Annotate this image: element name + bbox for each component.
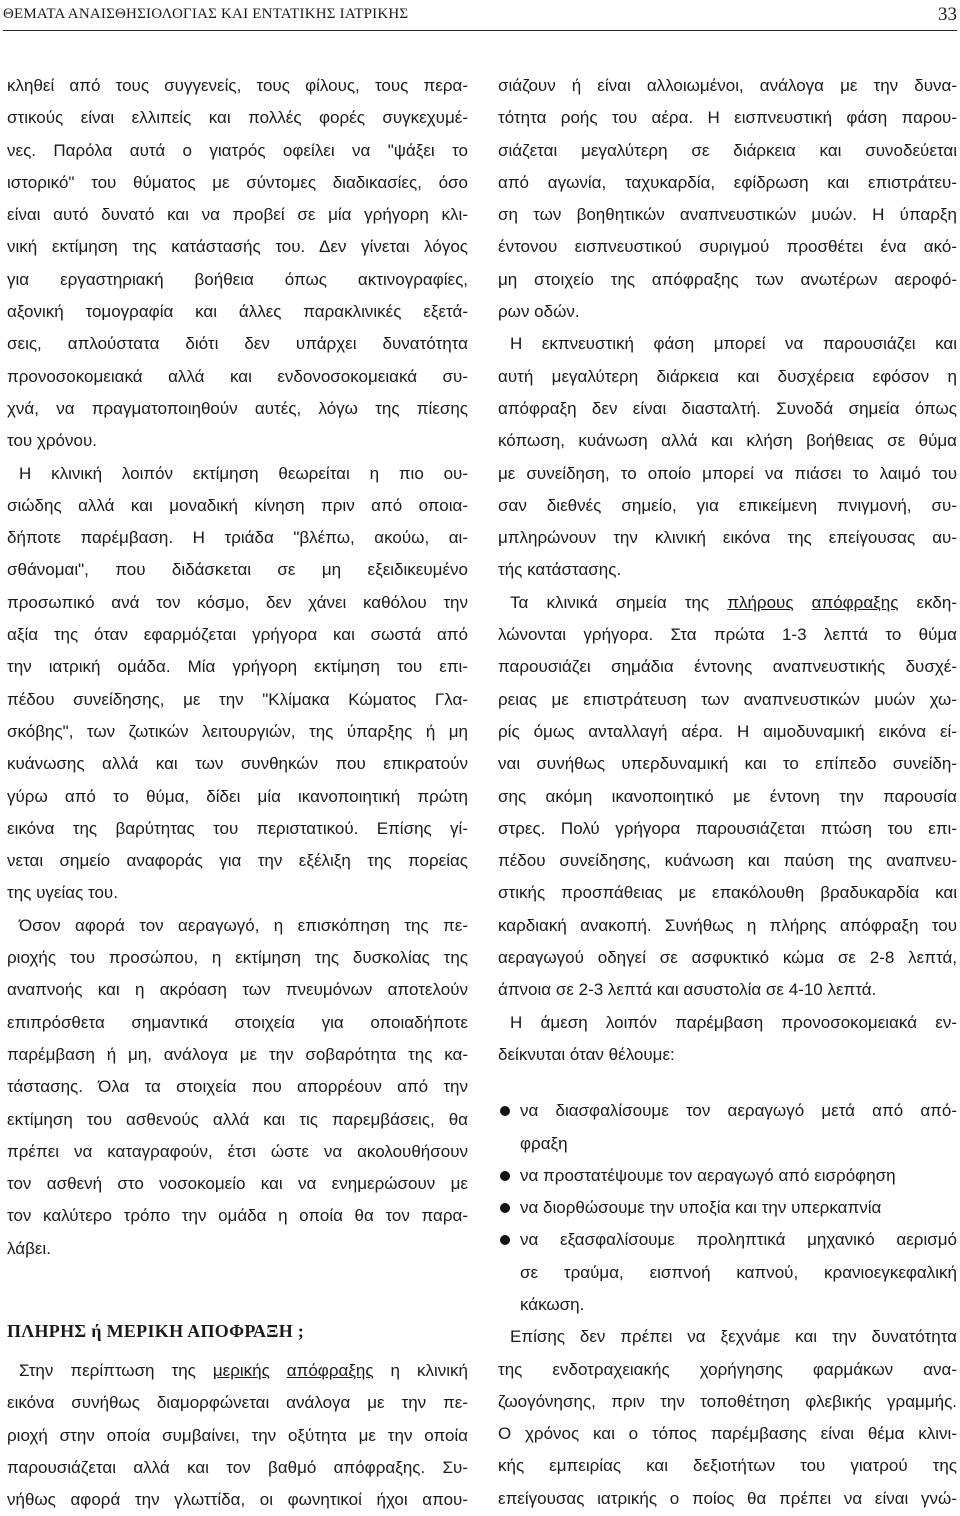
text-line: της υγείας του.: [7, 883, 118, 903]
text-line: εικόνα της βαρύτητας του περιστατικού. Επίσης γί-: [7, 818, 468, 838]
text-line: είναι αυτό δυνατό και να προβεί σε μία γρήγορη κλι-: [7, 205, 468, 225]
text-line: προνοσοκομειακά αλλά και ενδονοσοκομειακά συ-: [7, 366, 468, 386]
text-line: έντονου εισπνευστικού συριγμού προσθέτει ένα ακό-: [498, 237, 957, 257]
text-line: σης ακόμη ικανοποιητικό με έντονη την παρουσία: [498, 786, 957, 806]
text-line: για εργαστηριακή βοήθεια όπως ακτινογραφίες,: [7, 269, 468, 289]
text-line: χνά, να πραγματοποιηθούν αυτές, λόγω της πίεσης: [7, 398, 468, 418]
list-item-text: να εξασφαλίσουμε προληπτικά μηχανικό αερισμό: [520, 1230, 957, 1250]
paragraph-airway: [7, 910, 468, 1265]
text-line: Τα κλινικά σημεία της πλήρους απόφραξης εκδη-: [510, 592, 957, 612]
text-line: σιώδης αλλά και μοναδική κίνηση πριν από οποια-: [7, 495, 468, 515]
text-line: Η εκπνευστική φάση μπορεί να παρουσιάζει και: [510, 334, 957, 354]
text-line: σιάζουν ή είναι αλλοιωμένοι, ανάλογα με την δυνα-: [498, 76, 957, 95]
text-line: ζωογόνησης, πριν την τοποθέτηση φλεβικής γραμμής.: [498, 1391, 957, 1411]
text-line: μπληρώνουν την κλινική εικόνα της επείγουσας αυ-: [498, 528, 957, 548]
text-line: στικούς είναι ελλιπείς και πολλές φορές συγκεχυμέ-: [7, 108, 468, 128]
text-line: κληθεί από τους συγγενείς, τους φίλους, τους περα-: [7, 76, 468, 95]
text-line: τάστασης. Όλα τα στοιχεία που απορρέουν από την: [7, 1077, 468, 1097]
text-line: αξονική τομογραφία και άλλες παρακλινικές εξετά-: [7, 302, 468, 322]
text-line: ρων οδών.: [498, 302, 580, 322]
paragraph-partial-obstruction: [7, 1355, 468, 1516]
right-column: [498, 70, 957, 1515]
page-number: 33: [938, 4, 957, 25]
paragraph-drugs: [498, 1321, 957, 1515]
text-line: Η κλινική λοιπόν εκτίμηση θεωρείται η πιο ου-: [19, 463, 468, 483]
text-line: ιστορικό" του θύματος με σύντομες διαδικασίες, όσο: [7, 172, 468, 192]
indication-list: [498, 1095, 957, 1321]
list-item: [498, 1160, 957, 1192]
text-line: τον ασθενή στο νοσοκομείο και να ενημερώσουν με: [7, 1174, 468, 1194]
text-line: εικόνα συνήθως διαμορφώνεται ανάλογα με την πε-: [7, 1393, 468, 1413]
text-line: σαν διεθνές σημείο, για επικείμενη πνιγμονή, συ-: [498, 495, 957, 515]
text-line: πέδου συνείδησης, κυάνωση και παύση της αναπνευ-: [498, 851, 957, 871]
text-line: παρουσιάζεται αλλά και τον βαθμό απόφραξης. Συ-: [7, 1457, 468, 1477]
text-line: πρέπει να καταγραφούν, έτσι ώστε να ακολουθήσουν: [7, 1141, 468, 1161]
text-line: από αγωνία, ταχυκαρδία, εφίδρωση και επιστράτευ-: [498, 172, 957, 192]
text-line: στικής προσπάθειας με επακόλουθη βραδυκαρδία και: [498, 883, 957, 903]
bullet-icon: [500, 1171, 510, 1181]
text-line: αξία της όταν εφαρμόζεται γρήγορα και σωστά από: [7, 625, 468, 645]
text-line: κυάνωσης αλλά και των συνθηκών που επικρατούν: [7, 754, 468, 774]
text-line: αναπνοής και η ακρόαση των πνευμόνων αποτελούν: [7, 980, 468, 1000]
text-line: Η άμεση λοιπόν παρέμβαση προνοσοκομειακά εν-: [510, 1012, 957, 1032]
bullet-icon: [500, 1235, 510, 1245]
text-line: τον καλύτερο τρόπο την ομάδα η οποία θα τον παρα-: [7, 1206, 468, 1226]
paragraph-complete-obstruction: [498, 587, 957, 1007]
text-line: με συνείδηση, το οποίο μπορεί να πιάσει το λαιμό του: [498, 463, 957, 483]
text-line: του χρόνου.: [7, 431, 97, 451]
text-line: λάβει.: [7, 1238, 51, 1258]
text-line: ρίς όμως ανταλλαγή αέρα. Η αιμοδυναμική εικόνα εί-: [498, 721, 957, 741]
list-item-text: φραξη: [520, 1133, 568, 1153]
text-line: επιπρόσθετα σημαντικά στοιχεία για οποιαδήποτε: [7, 1012, 468, 1032]
text-line: της ενδοτραχειακής χορήγησης φαρμάκων ανα-: [498, 1359, 957, 1379]
section-heading: ΠΛΗΡΗΣ ή ΜΕΡΙΚΗ ΑΠΟΦΡΑΞΗ ;: [7, 1320, 305, 1341]
text-line: Όσον αφορά τον αεραγωγό, η επισκόπηση της πε-: [19, 915, 468, 935]
text-line: γύρω από το θύμα, δίδει μία ικανοποιητική πρώτη: [7, 786, 468, 806]
text-line: αεραγωγού οδηγεί σε ασφυκτικό κώμα σε 2-8 λεπτά,: [498, 948, 957, 968]
text-line: νήθως αφορά την γλωττίδα, οι φωνητικοί ήχοι απου-: [7, 1490, 468, 1510]
text-line: ση των βοηθητικών αναπνευστικών μυών. Η ύπαρξη: [498, 205, 957, 225]
text-line: αυτή μεγαλύτερη διάρκεια και δυσχέρεια εφόσον η: [498, 366, 957, 386]
text-line: πέδου συνείδησης, με την "Κλίμακα Κώματος Γλα-: [7, 689, 468, 709]
list-item: [498, 1224, 957, 1321]
text-line: δείκνυται όταν θέλουμε:: [498, 1044, 675, 1064]
text-line: καρδιακή ανακοπή. Συνήθως η πλήρης απόφραξη του: [498, 915, 957, 935]
list-item-text: κάκωση.: [520, 1294, 585, 1314]
journal-title: ΘΕΜΑΤΑ ΑΝΑΙΣΘΗΣΙΟΛΟΓΙΑΣ ΚΑΙ ΕΝΤΑΤΙΚΗΣ ΙΑΤΡΙΚΗΣ: [3, 6, 409, 22]
paragraph-clinical-assessment: [7, 458, 468, 910]
text-line: ναι συνήθως υπερδυναμική και το επίπεδο συνείδη-: [498, 754, 957, 774]
list-item-text: να διορθώσουμε την υποξία και την υπερκαπνία: [520, 1198, 882, 1218]
text-line: παρουσιάζει σημάδια έντονης αναπνευστικής δυσχέ-: [498, 657, 957, 677]
list-item: [498, 1192, 957, 1224]
left-column: [7, 70, 468, 1516]
text-line: απόφραξη δεν είναι διασταλτή. Συνοδά σημεία όπως: [498, 398, 957, 418]
text-line: νική εκτίμηση της κατάστασής του. Δεν γίνεται λόγος: [7, 237, 468, 257]
text-line: άπνοια σε 2-3 λεπτά και ασυστολία σε 4-10 λεπτά.: [498, 980, 877, 1000]
list-item-text: να διασφαλίσουμε τον αεραγωγό μετά από από-: [520, 1101, 957, 1121]
list-item: [498, 1095, 957, 1160]
text-line: εκτίμηση του ασθενούς αλλά και τις παρεμβάσεις, θα: [7, 1109, 468, 1129]
text-line: σθάνομαι", που διδάσκεται σε μη εξειδικευμένο: [7, 560, 468, 580]
text-line: νες. Παρόλα αυτά ο γιατρός οφείλει να "ψάξει το: [7, 140, 468, 160]
text-line: την ιατρική ομάδα. Μία γρήγορη εκτίμηση του επι-: [7, 657, 468, 677]
text-line: επείγουσας ιατρικής ο ποίος θα πρέπει να είναι γνώ-: [498, 1488, 957, 1508]
paragraph-history: [7, 70, 468, 458]
bullet-icon: [500, 1203, 510, 1213]
text-line: στρες. Πολύ γρήγορα παρουσιάζεται πτώση του επι-: [498, 818, 957, 838]
text-line: κόπωση, κυάνωση αλλά και κλήση βοήθειας σε θύμα: [498, 431, 957, 451]
text-line: ρειας με επιστράτευση των αναπνευστικών μυών χω-: [498, 689, 957, 709]
text-line: Ο χρόνος και ο τόπος παρέμβασης είναι θέμα κλινι-: [498, 1424, 957, 1444]
paragraph-inspiration: [498, 70, 957, 328]
running-header: [3, 4, 957, 31]
text-line: τής κατάστασης.: [498, 560, 622, 580]
text-line: Επίσης δεν πρέπει να ξεχνάμε και την δυνατότητα: [510, 1327, 957, 1347]
text-line: δήποτε παρέμβαση. Η τριάδα "βλέπω, ακούω, αι-: [7, 528, 468, 548]
text-line: σκόβης", των ζωτικών λειτουργιών, της ύπαρξης ή μη: [7, 721, 468, 741]
text-line: σεις, απλούστατα διότι δεν υπάρχει δυνατότητα: [7, 334, 468, 354]
text-line: κής εμπειρίας και δεξιοτήτων του γιατρού της: [498, 1456, 957, 1476]
bullet-icon: [500, 1106, 510, 1116]
text-line: σιάζεται μεγαλύτερη σε διάρκεια και συνοδεύεται: [498, 140, 957, 160]
paragraph-expiration: [498, 328, 957, 586]
text-line: νεται σημείο αναφοράς για την εξέλιξη της πορείας: [7, 851, 468, 871]
paragraph-intervention: [498, 1007, 957, 1072]
text-line: μη στοιχείο της απόφραξης των ανωτέρων αεροφό-: [498, 269, 957, 289]
list-item-text: να προστατέψουμε τον αεραγωγό από εισρόφηση: [520, 1165, 896, 1185]
list-item-text: σε τραύμα, εισπνοή καπνού, κρανιοεγκεφαλική: [520, 1262, 957, 1282]
text-line: παρέμβαση ή μη, ανάλογα με την σοβαρότητα της κα-: [7, 1044, 468, 1064]
text-line: Στην περίπτωση της μερικής απόφραξης η κλινική: [19, 1360, 468, 1380]
text-line: ριοχή στην οποία συμβαίνει, την οξύτητα με την οποία: [7, 1425, 468, 1445]
text-line: λώνονται γρήγορα. Στα πρώτα 1-3 λεπτά το θύμα: [498, 625, 957, 645]
text-line: ριοχής του προσώπου, η εκτίμηση της δυσκολίας της: [7, 948, 468, 968]
text-line: τότητα ροής του αέρα. Η εισπνευστική φάση παρου-: [498, 108, 957, 128]
text-line: προσωπικό ανά τον κόσμο, δεν χάνει καθόλου την: [7, 592, 468, 612]
